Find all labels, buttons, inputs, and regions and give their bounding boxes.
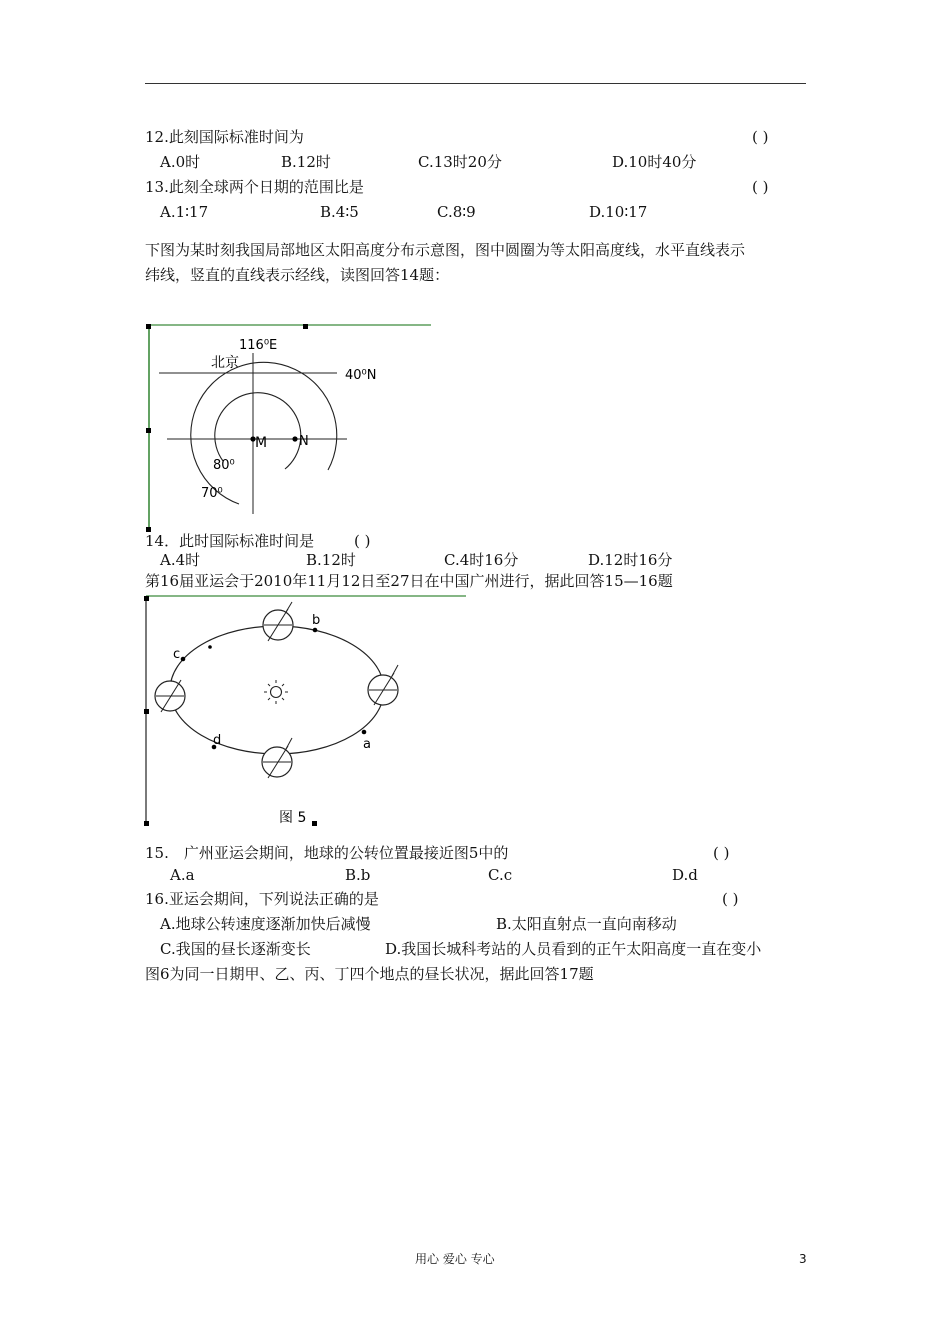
earth-globe-right-icon: [368, 665, 398, 705]
q14-option-a: A.4时: [160, 551, 201, 569]
q13-answer-paren: ( ): [752, 178, 769, 196]
q15-stem: 15. 广州亚运会期间，地球的公转位置最接近图5中的: [145, 844, 509, 862]
sun-icon: [264, 680, 288, 704]
q16-answer-paren: ( ): [722, 890, 739, 908]
earth-orbit-figure: [142, 592, 468, 830]
point-n-dot: [292, 436, 297, 441]
q12-option-a: A.0时: [160, 153, 201, 171]
header-rule: [145, 83, 806, 84]
q13-option-c: C.8∶9: [437, 203, 476, 221]
city-label: 北京: [211, 355, 239, 371]
q16-option-c: C.我国的昼长逐渐变长: [160, 940, 311, 958]
q12-answer-paren: ( ): [752, 128, 769, 146]
q15-option-b: B.b: [345, 866, 371, 884]
position-b-label: b: [312, 613, 321, 628]
position-c-dot: [181, 657, 186, 662]
q13-stem: 13.此刻全球两个日期的范围比是: [145, 178, 364, 196]
q13-option-d: D.10∶17: [589, 203, 648, 221]
intro14-line1: 下图为某时刻我国局部地区太阳高度分布示意图，图中圆圈为等太阳高度线，水平直线表示: [145, 241, 746, 259]
lon-label: 116⁰E: [239, 338, 278, 353]
position-d-label: d: [213, 733, 222, 748]
q12-option-b: B.12时: [281, 153, 331, 171]
q12-stem: 12.此刻国际标准时间为: [145, 128, 304, 146]
intro15-line1: 第16届亚运会于2010年11月12日至27日在中国广州进行，据此回答15—16题: [145, 572, 673, 590]
q13-option-a: A.1∶17: [160, 203, 209, 221]
q16-stem: 16.亚运会期间，下列说法正确的是: [145, 890, 379, 908]
earth-globe-top-icon: [263, 602, 293, 641]
position-b-dot: [313, 628, 318, 633]
q14-stem: 14．此时国际标准时间是: [145, 532, 315, 550]
earth-globe-left-icon: [155, 680, 185, 712]
q12-option-d: D.10时40分: [612, 153, 697, 171]
lat-label: 40⁰N: [345, 368, 377, 383]
intro17-line1: 图6为同一日期甲、乙、丙、丁四个地点的昼长状况，据此回答17题: [145, 965, 594, 983]
q14-option-b: B.12时: [306, 551, 356, 569]
sun-altitude-figure: [143, 322, 435, 536]
q14-answer-paren: ( ): [354, 532, 371, 550]
q16-option-a: A.地球公转速度逐渐加快后减慢: [160, 915, 371, 933]
figure-5-caption: 图 5: [279, 810, 307, 826]
inner-circle-label: 80⁰: [213, 458, 235, 473]
point-m-label: M: [255, 435, 268, 451]
q16-option-b: B.太阳直射点一直向南移动: [496, 915, 677, 933]
q14-option-c: C.4时16分: [444, 551, 519, 569]
q15-option-c: C.c: [488, 866, 513, 884]
intro14-line2: 纬线，竖直的直线表示经线，读图回答14题：: [145, 266, 450, 284]
q16-option-d: D.我国长城科考站的人员看到的正午太阳高度一直在变小: [385, 940, 762, 958]
earth-globe-bottom-icon: [262, 738, 292, 778]
q15-answer-paren: ( ): [713, 844, 730, 862]
position-c-label: c: [173, 647, 181, 662]
position-a-dot: [362, 730, 367, 735]
q14-option-d: D.12时16分: [588, 551, 673, 569]
q15-option-a: A.a: [170, 866, 195, 884]
q13-option-b: B.4∶5: [320, 203, 359, 221]
orbit-arrow-dot: [208, 645, 212, 649]
q12-option-c: C.13时20分: [418, 153, 502, 171]
point-n-label: N: [299, 434, 309, 449]
outer-circle-label: 70⁰: [201, 486, 223, 501]
q15-option-d: D.d: [672, 866, 698, 884]
footer-motto: 用心 爱心 专心: [415, 1252, 495, 1266]
position-a-label: a: [363, 737, 371, 752]
page-number: 3: [799, 1252, 807, 1266]
